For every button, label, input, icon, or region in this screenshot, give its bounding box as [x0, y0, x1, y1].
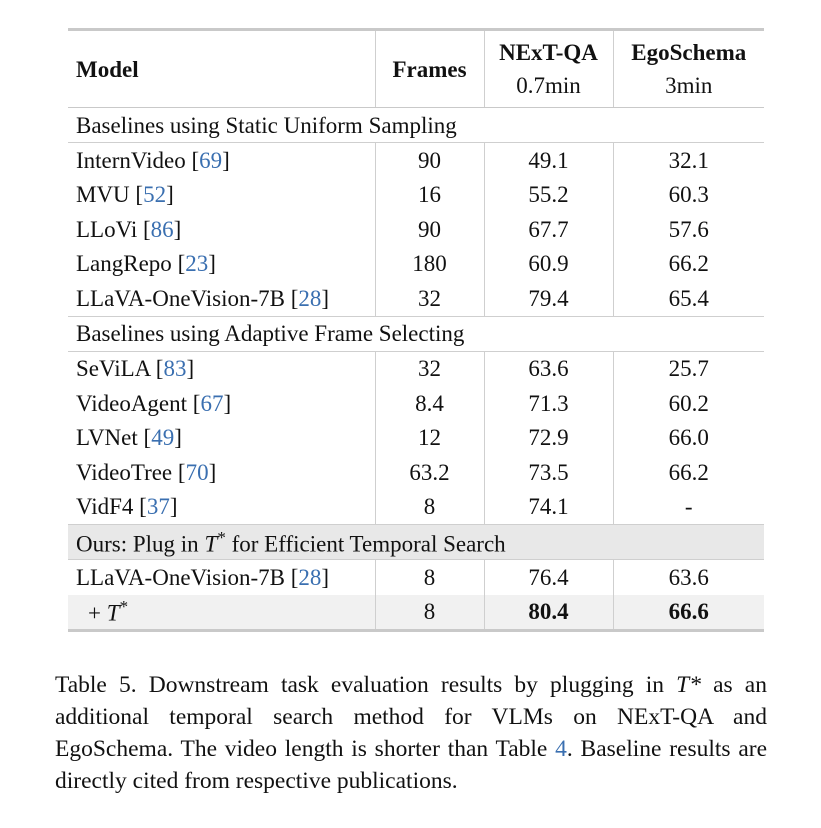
frames-cell: 8.4 — [375, 386, 484, 421]
table-row — [68, 490, 764, 525]
frames-cell: 8 — [375, 490, 484, 525]
t-star-symbol: T — [204, 531, 218, 557]
header-row — [68, 30, 764, 108]
model-cell: LLaVA-OneVision-7B [28] — [68, 560, 375, 595]
model-cell: VidF4 [37] — [68, 490, 375, 525]
t-star-symbol: T — [676, 672, 690, 698]
model-name: VideoAgent — [76, 390, 188, 416]
egoschema-cell: 60.2 — [668, 390, 709, 416]
table-row — [68, 247, 764, 282]
model-cell: SeViLA [83] — [68, 351, 375, 386]
nextqa-cell: 49.1 — [484, 143, 613, 178]
ours-title-prefix: Ours: Plug in — [76, 531, 205, 557]
table-row — [68, 351, 764, 386]
section-header-ours — [68, 525, 764, 560]
citation-link[interactable]: 86 — [150, 216, 174, 242]
citation-link[interactable]: 49 — [151, 425, 175, 451]
egoschema-cell: 63.6 — [668, 564, 709, 590]
table-row-ours — [68, 595, 764, 631]
frames-cell: 90 — [375, 212, 484, 247]
section-header-static — [68, 108, 764, 143]
star-superscript: * — [217, 527, 226, 547]
citation-link[interactable]: 28 — [298, 285, 322, 311]
section-header-adaptive — [68, 316, 764, 351]
table-caption — [55, 669, 767, 797]
star-symbol: * — [689, 672, 701, 698]
citation-link[interactable]: 28 — [298, 564, 322, 590]
model-cell: LangRepo [23] — [68, 247, 375, 282]
model-cell — [68, 595, 375, 631]
egoschema-cell: 65.4 — [668, 285, 709, 311]
header-egoschema — [613, 30, 764, 108]
header-nextqa — [484, 30, 613, 108]
citation-link[interactable]: 23 — [185, 251, 209, 277]
model-name: SeViLA — [76, 356, 151, 382]
nextqa-cell: 79.4 — [484, 281, 613, 316]
caption-part1: Table 5. Downstream task evaluation results by plugging in — [55, 672, 677, 698]
model-cell: LVNet [49] — [68, 421, 375, 456]
header-nextqa-title: NExT-QA — [499, 40, 598, 65]
nextqa-cell: 80.4 — [484, 595, 613, 631]
nextqa-cell: 71.3 — [484, 386, 613, 421]
model-cell: MVU [52] — [68, 178, 375, 213]
citation-link[interactable]: 52 — [143, 182, 167, 208]
table-row — [68, 421, 764, 456]
nextqa-cell: 63.6 — [484, 351, 613, 386]
model-name: LLoVi — [76, 216, 138, 242]
table-ref-link[interactable]: 4 — [555, 736, 567, 762]
model-cell: InternVideo [69] — [68, 143, 375, 178]
header-egoschema-length: 3min — [665, 73, 713, 98]
model-name: InternVideo — [76, 147, 186, 173]
frames-cell: 180 — [375, 247, 484, 282]
table-row — [68, 560, 764, 595]
model-name: VideoTree — [76, 459, 173, 485]
model-name: LLaVA-OneVision-7B — [76, 285, 285, 311]
model-prefix: + — [88, 601, 107, 627]
nextqa-cell: 67.7 — [484, 212, 613, 247]
results-table — [68, 28, 764, 632]
egoschema-cell: 25.7 — [668, 356, 709, 382]
model-name: MVU — [76, 182, 130, 208]
header-nextqa-length: 0.7min — [516, 73, 581, 98]
star-superscript: * — [119, 597, 129, 617]
frames-cell: 16 — [375, 178, 484, 213]
citation-link[interactable]: 83 — [163, 356, 187, 382]
egoschema-cell: 66.2 — [668, 459, 709, 485]
egoschema-cell: 32.1 — [668, 147, 709, 173]
egoschema-cell: 66.2 — [668, 251, 709, 277]
frames-cell: 8 — [375, 560, 484, 595]
egoschema-cell: - — [684, 494, 693, 520]
nextqa-cell: 76.4 — [484, 560, 613, 595]
egoschema-cell: 60.3 — [668, 182, 709, 208]
caption-part2: as an additional temporal search method for VLMs on NExT-QA and EgoSchema. The video length is shorter than Table — [55, 672, 767, 762]
table-row — [68, 143, 764, 178]
model-cell: LLoVi [86] — [68, 212, 375, 247]
section-title: Baselines using Adaptive Frame Selecting — [68, 316, 764, 351]
citation-link[interactable]: 67 — [200, 390, 224, 416]
frames-cell: 63.2 — [375, 455, 484, 490]
t-star-symbol: T — [106, 601, 120, 627]
section-title: Baselines using Static Uniform Sampling — [68, 108, 764, 143]
frames-cell: 12 — [375, 421, 484, 456]
model-cell: LLaVA-OneVision-7B [28] — [68, 281, 375, 316]
frames-cell: 32 — [375, 281, 484, 316]
frames-cell: 32 — [375, 351, 484, 386]
egoschema-cell: 66.0 — [668, 425, 709, 451]
table-row — [68, 281, 764, 316]
caption-part3: . Baseline results are directly cited from respective publications. — [55, 736, 768, 794]
nextqa-cell: 60.9 — [484, 247, 613, 282]
nextqa-cell: 73.5 — [484, 455, 613, 490]
nextqa-cell: 74.1 — [484, 490, 613, 525]
frames-cell: 90 — [375, 143, 484, 178]
table-row — [68, 212, 764, 247]
table-row — [68, 178, 764, 213]
egoschema-cell: 57.6 — [668, 216, 709, 242]
citation-link[interactable]: 70 — [185, 459, 209, 485]
header-frames: Frames — [375, 30, 484, 108]
model-name: VidF4 — [76, 494, 134, 520]
nextqa-cell: 72.9 — [484, 421, 613, 456]
model-name: LLaVA-OneVision-7B — [76, 564, 285, 590]
header-model: Model — [68, 30, 375, 108]
model-cell: VideoAgent [67] — [68, 386, 375, 421]
header-egoschema-title: EgoSchema — [631, 40, 747, 65]
model-name: LVNet — [76, 425, 138, 451]
model-name: LangRepo — [76, 251, 172, 277]
table-row — [68, 386, 764, 421]
nextqa-cell: 55.2 — [484, 178, 613, 213]
table-row — [68, 455, 764, 490]
ours-title-suffix: for Efficient Temporal Search — [225, 531, 506, 557]
frames-cell: 8 — [375, 595, 484, 631]
citation-link[interactable]: 37 — [146, 494, 170, 520]
model-cell: VideoTree [70] — [68, 455, 375, 490]
section-title — [68, 525, 764, 560]
citation-link[interactable]: 69 — [199, 147, 223, 173]
egoschema-cell: 66.6 — [613, 595, 764, 631]
